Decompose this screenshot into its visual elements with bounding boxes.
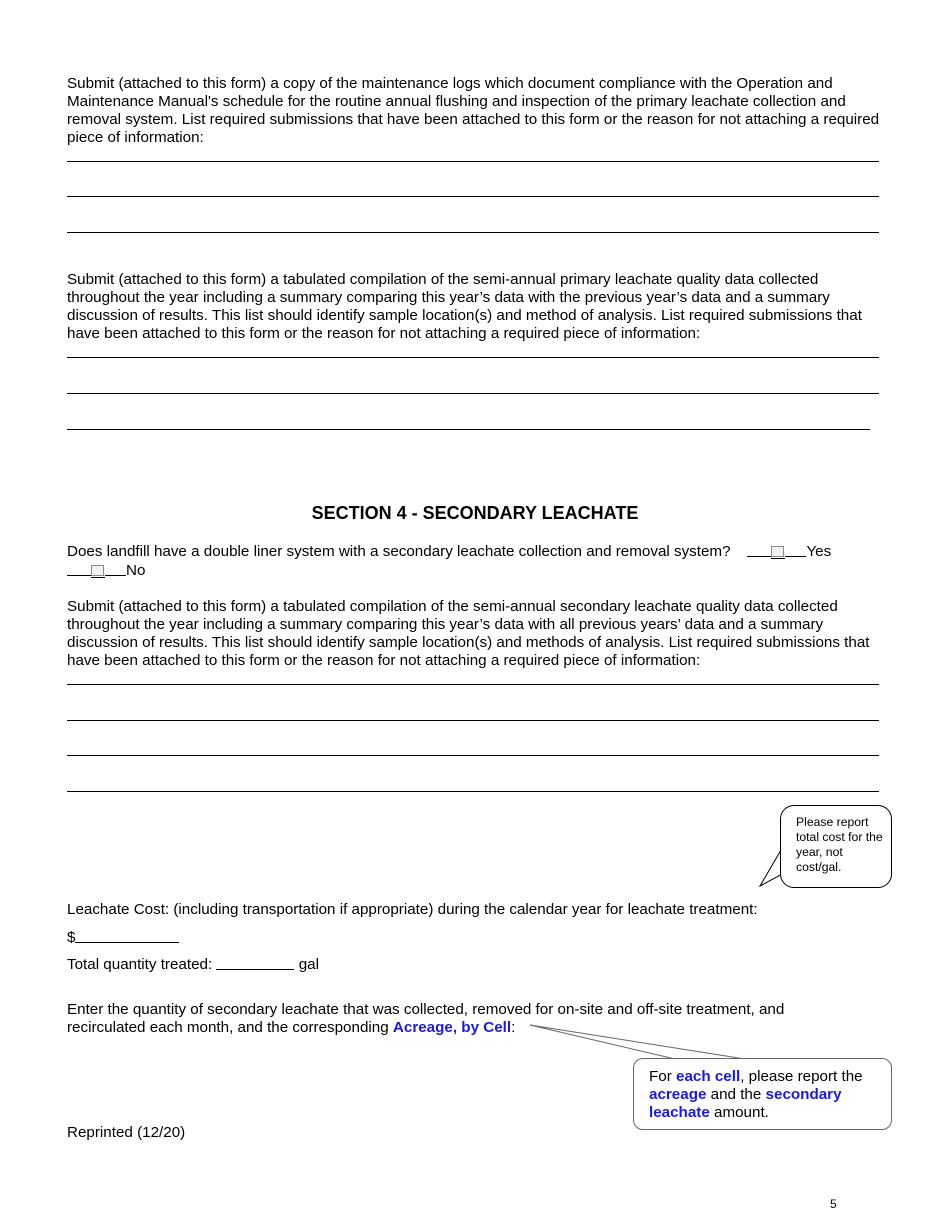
cell-callout — [633, 1058, 892, 1130]
quantity-unit: gal — [298, 956, 319, 973]
leachate-cost-label: Leachate Cost: (including transportation if appropriate) during the calendar year for leachate treatment: — [67, 901, 758, 918]
yes-label: Yes — [806, 543, 832, 560]
maintenance-logs-instructions: Submit (attached to this form) a copy of the maintenance logs which document compliance with the Operation and Maintenance Manual's schedule for the routine annual flushing and inspection of the primary leachate collection and removal system. List required submissions that have been attached to this form or the reason for not attaching a required piece of information: — [67, 75, 880, 146]
cell-callout-text-2: , please report the — [740, 1068, 863, 1085]
double-liner-question: Does landfill have a double liner system with a secondary leachate collection and removal system? — [67, 543, 731, 560]
enter-quantity-text: Enter the quantity of secondary leachate that was collected, removed for on-site and off-site treatment, and recirculated each month, and the corresponding — [67, 1001, 785, 1036]
dollar-sign: $ — [67, 929, 76, 946]
leachate-cost-row — [67, 928, 882, 947]
cell-callout-text-3: and the — [706, 1086, 766, 1103]
cell-callout-text-4: amount. — [709, 1104, 769, 1121]
no-label: No — [126, 562, 146, 579]
cost-callout — [780, 805, 892, 888]
total-quantity-row — [67, 955, 882, 974]
cell-callout-secondary-leachate: secondary leachate — [649, 1086, 842, 1121]
total-quantity-label: Total quantity treated: — [67, 956, 213, 973]
page-number: 5 — [830, 1197, 837, 1211]
total-quantity-field[interactable] — [216, 955, 294, 970]
cell-callout-acreage: acreage — [649, 1086, 707, 1103]
cell-callout-each-cell: each cell — [676, 1068, 741, 1085]
primary-quality-instructions: Submit (attached to this form) a tabulated compilation of the semi-annual primary leachate quality data collected throughout the year including a summary comparing this year’s data with the previous year’s data and a summary discussion of results. This list should identify sample location(s) and method of analysis. List required submissions that have been attached to this form or the reason for not attaching a required piece of information: — [67, 271, 862, 342]
section-4-title: SECTION 4 - SECONDARY LEACHATE — [311, 503, 639, 523]
enter-quantity-instructions — [67, 1001, 827, 1037]
cell-callout-text-1: For — [649, 1068, 677, 1085]
acreage-colon: : — [511, 1019, 516, 1036]
secondary-quality-instructions: Submit (attached to this form) a tabulated compilation of the semi-annual secondary leachate quality data collected throughout the year including a summary comparing this year’s data with all previous years’ data and a summary discussion of results. This list should identify sample location(s) and methods of analysis. List required submissions that have been attached to this form or the reason for not attaching a required piece of information: — [67, 598, 870, 669]
reprinted-date: Reprinted (12/20) — [67, 1124, 186, 1141]
cost-callout-text: Please report total cost for the year, not cost/gal. — [796, 815, 883, 874]
acreage-by-cell-link: Acreage, by Cell — [392, 1019, 512, 1036]
leachate-cost-field[interactable] — [75, 928, 179, 943]
